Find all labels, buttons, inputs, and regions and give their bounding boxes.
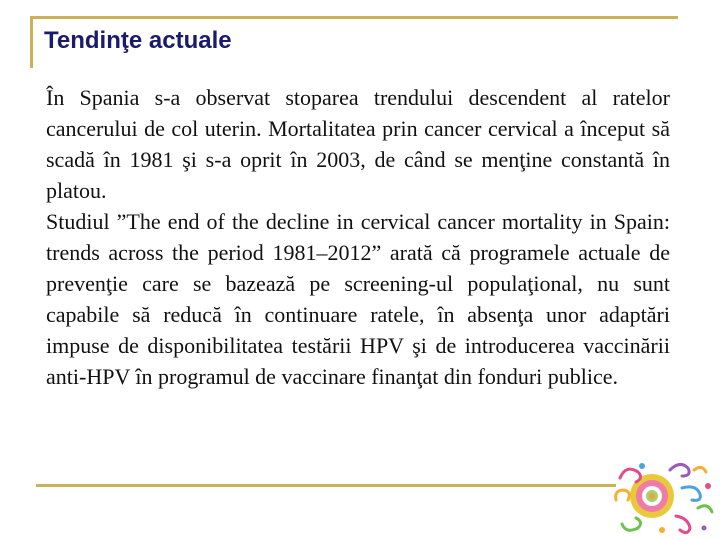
title-accent-bar xyxy=(30,16,33,68)
slide-title: Tendinţe actuale xyxy=(44,27,232,54)
bottom-divider xyxy=(36,484,616,487)
top-divider xyxy=(30,16,678,19)
slide-body xyxy=(46,82,670,392)
paragraph-study-findings: Studiul ”The end of the decline in cervical cancer mortality in Spain: trends across the period 1981–2012” arată că programele actuale de prevenţie care se bazează pe screening-ul populaţional, nu sunt capabile să reducă în continuare ratele, în absenţa unor adaptări impuse de disponibilitatea testării HPV şi de introducerea vaccinării anti-HPV în programul de vaccinare finanţat din fonduri publice. xyxy=(46,209,670,389)
decorative-swirl-flower-logo-icon xyxy=(612,458,716,538)
paragraph-spain-trend: În Spania s-a observat stoparea trendului descendent al ratelor cancerului de col uterin. Mortalitatea prin cancer cervical a început să scadă în 1981 şi s-a oprit în 2003, de când se menţine constantă în platou. xyxy=(46,85,670,203)
